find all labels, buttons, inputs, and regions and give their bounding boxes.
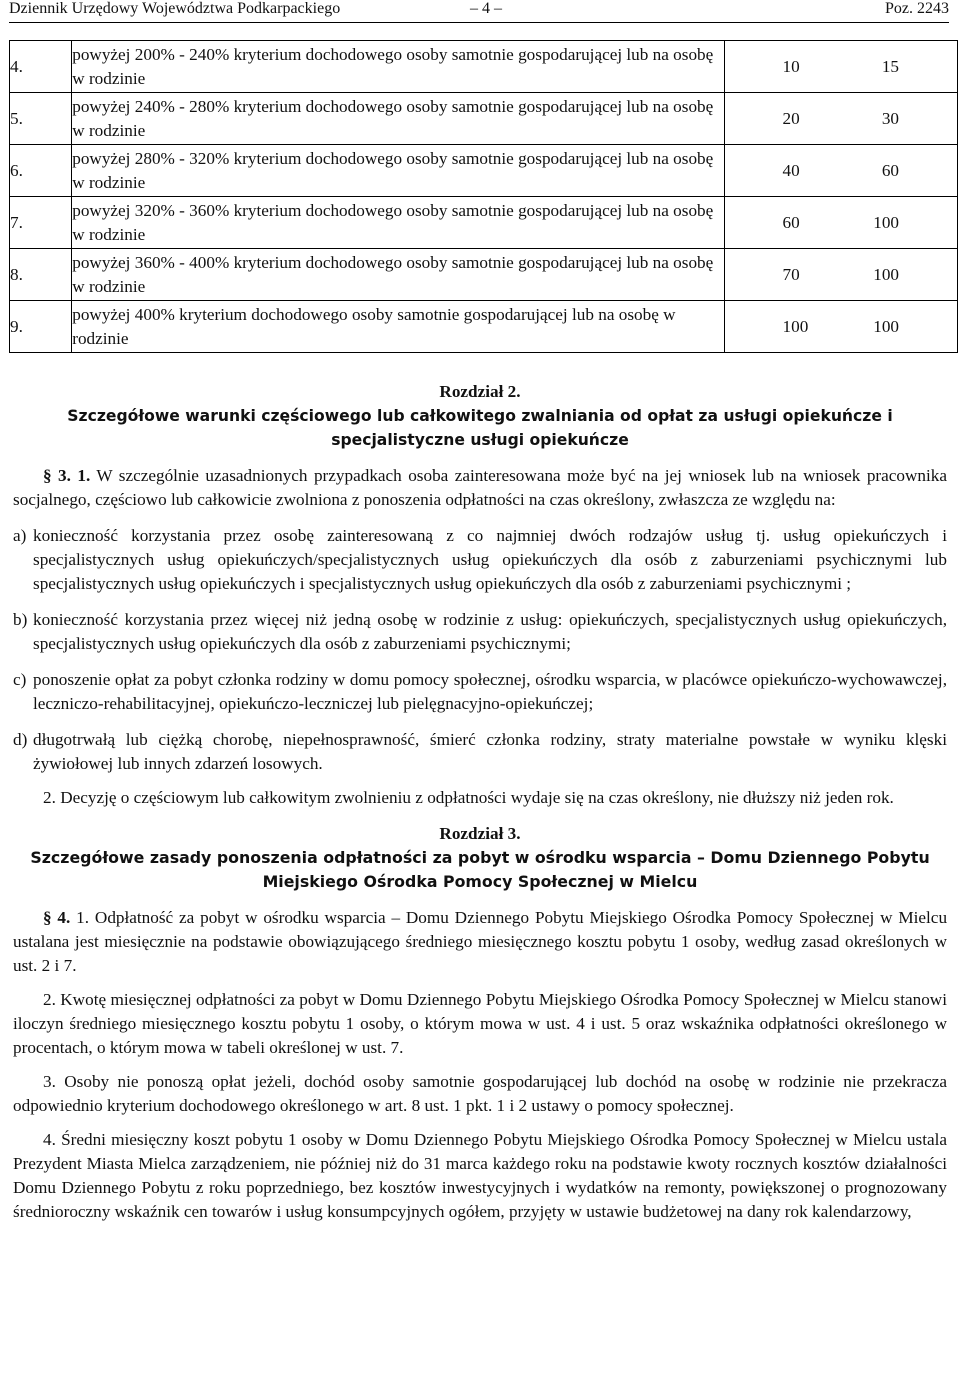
row-description: powyżej 320% - 360% kryterium dochodowego osoby samotnie gospodarującej lub na osobę w rodzinie <box>72 197 724 249</box>
value-b: 30 <box>881 108 899 128</box>
chapter-2-label: Rozdział 2. <box>439 382 521 401</box>
table-row <box>10 249 958 301</box>
table-row <box>10 145 958 197</box>
row-values <box>724 301 957 353</box>
section-4-para-1 <box>13 906 947 978</box>
page-number: – 4 – <box>470 0 502 17</box>
row-number: 4. <box>10 41 72 93</box>
chapter-2-title: Szczegółowe warunki częściowego lub całkowitego zwalniania od opłat za usługi opiekuńcze i specjalistyczne usługi opiekuńcze <box>67 407 893 449</box>
row-values <box>724 197 957 249</box>
section-4-num: 1. <box>76 908 90 927</box>
list-item-text: konieczność korzystania przez więcej niż jedną osobę w rodzinie z usług: opiekuńczych, specjalistycznych usług opiekuńczych, specjalistycznych usług opiekuńczych dla osób z zaburzeniami psychicznymi; <box>33 610 947 653</box>
chapter-3-title: Szczegółowe zasady ponoszenia odpłatności za pobyt w ośrodku wsparcia – Domu Dziennego Pobytu Miejskiego Ośrodka Pomocy Społecznej w Mielcu <box>30 848 930 891</box>
list-item-label: b) <box>13 610 28 629</box>
table-row <box>10 93 958 145</box>
document-body <box>13 380 947 1224</box>
table-row <box>10 301 958 353</box>
row-description: powyżej 280% - 320% kryterium dochodowego osoby samotnie gospodarującej lub na osobę w rodzinie <box>72 145 724 197</box>
section-3-num: 1. <box>77 466 91 485</box>
table-row <box>10 41 958 93</box>
row-description: powyżej 400% kryterium dochodowego osoby samotnie gospodarującej lub na osobę w rodzinie <box>72 301 724 353</box>
value-b: 60 <box>881 160 899 180</box>
section-3-para-1 <box>13 464 947 512</box>
value-b: 100 <box>873 212 899 232</box>
row-values <box>724 93 957 145</box>
page-header <box>9 0 949 23</box>
list-item-text: długotrwałą lub ciężką chorobę, niepełnosprawność, śmierć członka rodziny, straty materialne powstałe w wyniku klęski żywiołowej lub innych zdarzeń losowych. <box>33 730 947 773</box>
row-description: powyżej 240% - 280% kryterium dochodowego osoby samotnie gospodarującej lub na osobę w rodzinie <box>72 93 724 145</box>
row-number: 6. <box>10 145 72 197</box>
list-item-text: ponoszenie opłat za pobyt członka rodziny w domu pomocy społecznej, ośrodku wsparcia, w placówce opiekuńczo-wychowawczej, leczniczo-rehabilitacyjnej, opiekuńczo-leczniczej lub pielęgnacyjno-opiekuńczej; <box>33 670 947 713</box>
section-4-para-4: 4. Średni miesięczny koszt pobytu 1 osoby w Domu Dziennego Pobytu Miejskiego Ośrodka Pomocy Społecznej w Mielcu ustala Prezydent Miasta Mielca zarządzeniem, nie później niż do 31 marca każdego roku na podstawie kwoty rocznych kosztów działalności Domu Dziennego Pobytu z roku poprzedniego, bez kosztów inwestycyjnych i wydatków na remonty, powiększonej o prognozowany średnioroczny wskaźnik cen towarów i usług konsumpcyjnych ogółem, przyjęty w ustawie budżetowej na dany rok kalendarzowy, <box>13 1130 947 1221</box>
row-values <box>724 41 957 93</box>
fee-table <box>9 40 958 353</box>
row-values <box>724 249 957 301</box>
value-b: 100 <box>873 316 899 336</box>
list-item <box>13 728 947 776</box>
section-4-para-2: 2. Kwotę miesięcznej odpłatności za pobyt w Domu Dziennego Pobytu Miejskiego Ośrodka Pomocy Społecznej w Mielcu stanowi iloczyn średniego miesięcznego kosztu pobytu 1 osoby, o którym mowa w ust. 4 i ust. 5 oraz wskaźnika odpłatności określonego w procentach, o którym mowa w tabeli określonej w ust. 7. <box>13 990 947 1057</box>
row-description: powyżej 200% - 240% kryterium dochodowego osoby samotnie gospodarującej lub na osobę w rodzinie <box>72 41 724 93</box>
value-b: 100 <box>873 264 899 284</box>
table-row <box>10 197 958 249</box>
journal-title: Dziennik Urzędowy Województwa Podkarpackiego <box>9 0 341 17</box>
list-item-text: konieczność korzystania przez osobę zainteresowaną z co najmniej dwóch rodzajów usług tj. usług opiekuńczych i specjalistycznych usług opiekuńczych/specjalistycznych usług opiekuńczych dla osób z zaburzeniami psychicznymi lub specjalistycznych usług opiekuńczych i specjalistycznych usług opiekuńczych dla osób z zaburzeniami psychicznymi ; <box>33 526 947 593</box>
row-number: 9. <box>10 301 72 353</box>
section-4-para-3: 3. Osoby nie ponoszą opłat jeżeli, dochód osoby samotnie gospodarującej lub dochód na osobę w rodzinie nie przekracza odpowiednio kryterium dochodowego określonego w art. 8 ust. 1 pkt. 1 i 2 ustawy o pomocy społecznej. <box>13 1072 947 1115</box>
section-3-mark: § 3. <box>43 466 71 485</box>
section-3-text: W szczególnie uzasadnionych przypadkach osoba zainteresowana może być na jej wniosek lub na wniosek pracownika socjalnego, częściowo lub całkowicie zwolniona z ponoszenia odpłatności na czas określony, zwłaszcza ze względu na: <box>13 466 948 509</box>
value-a: 60 <box>782 212 800 232</box>
value-a: 70 <box>782 264 800 284</box>
section-4-mark: § 4. <box>43 908 71 927</box>
section-4-text: Odpłatność za pobyt w ośrodku wsparcia – Domu Dziennego Pobytu Miejskiego Ośrodka Pomocy Społecznej w Mielcu ustalana jest miesięcznie na podstawie obowiązującego średniego miesięcznego kosztu pobytu 1 osoby, według zasad określonych w ust. 2 i 7. <box>13 908 948 975</box>
row-description: powyżej 360% - 400% kryterium dochodowego osoby samotnie gospodarującej lub na osobę w rodzinie <box>72 249 724 301</box>
list-item <box>13 524 947 596</box>
value-a: 20 <box>782 108 800 128</box>
value-a: 10 <box>782 56 800 76</box>
row-values <box>724 145 957 197</box>
row-number: 8. <box>10 249 72 301</box>
list-item <box>13 608 947 656</box>
value-a: 40 <box>782 160 800 180</box>
chapter-3-label: Rozdział 3. <box>439 824 521 843</box>
list-item-label: c) <box>13 670 27 689</box>
row-number: 7. <box>10 197 72 249</box>
list-item-label: d) <box>13 730 28 749</box>
position-number: Poz. 2243 <box>885 0 949 17</box>
value-a: 100 <box>782 316 809 336</box>
list-item-label: a) <box>13 526 27 545</box>
list-item <box>13 668 947 716</box>
value-b: 15 <box>881 56 899 76</box>
section-3-para-2: 2. Decyzję o częściowym lub całkowitym zwolnieniu z odpłatności wydaje się na czas określony, nie dłuższy niż jeden rok. <box>43 788 894 807</box>
row-number: 5. <box>10 93 72 145</box>
